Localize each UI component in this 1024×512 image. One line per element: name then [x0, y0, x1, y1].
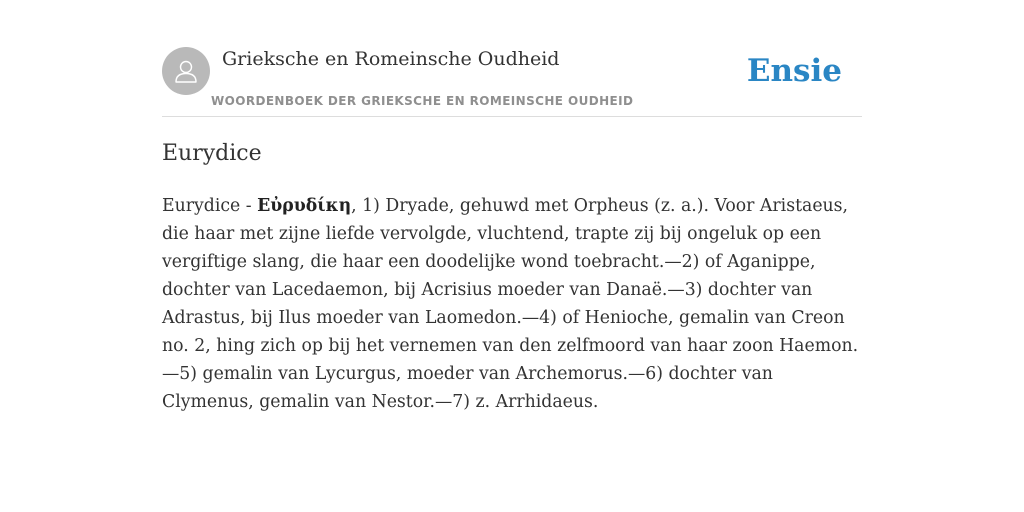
entry-term: Eurydice — [162, 196, 241, 216]
entry-definition: , 1) Dryade, gehuwd met Orpheus (z. a.). Voor Aristaeus, die haar met zijne liefde vervolgde, vluchtend, trapte zij bij ongeluk op een vergiftige slang, die haar een doodelijke wond toebracht.—2) of Aganippe, dochter van Lacedaemon, bij Acrisius moeder van Danaë.—3) dochter van Adrastus, bij Ilus moeder van Laomedon.—4) of Henioche, gemalin van Creon no. 2, hing zich op bij het vernemen van den zelfmoord van haar zoon Haemon.—5) gemalin van Lycurgus, moeder van Archemorus.—6) dochter van Clymenus, gemalin van Nestor.—7) z. Arrhidaeus. — [162, 196, 859, 412]
term-separator: - — [240, 196, 258, 216]
header — [162, 44, 862, 117]
entry-title: Eurydice — [162, 141, 262, 166]
brand-logo[interactable]: Ensie — [746, 53, 842, 89]
entry-body — [162, 192, 862, 416]
site-subtitle: WOORDENBOEK DER GRIEKSCHE EN ROMEINSCHE OUDHEID — [211, 94, 634, 108]
entry-greek-term: Εὐρυδίκη — [257, 196, 352, 216]
site-title[interactable]: Grieksche en Romeinsche Oudheid — [222, 48, 560, 70]
user-icon — [171, 56, 201, 86]
avatar[interactable] — [162, 47, 210, 95]
